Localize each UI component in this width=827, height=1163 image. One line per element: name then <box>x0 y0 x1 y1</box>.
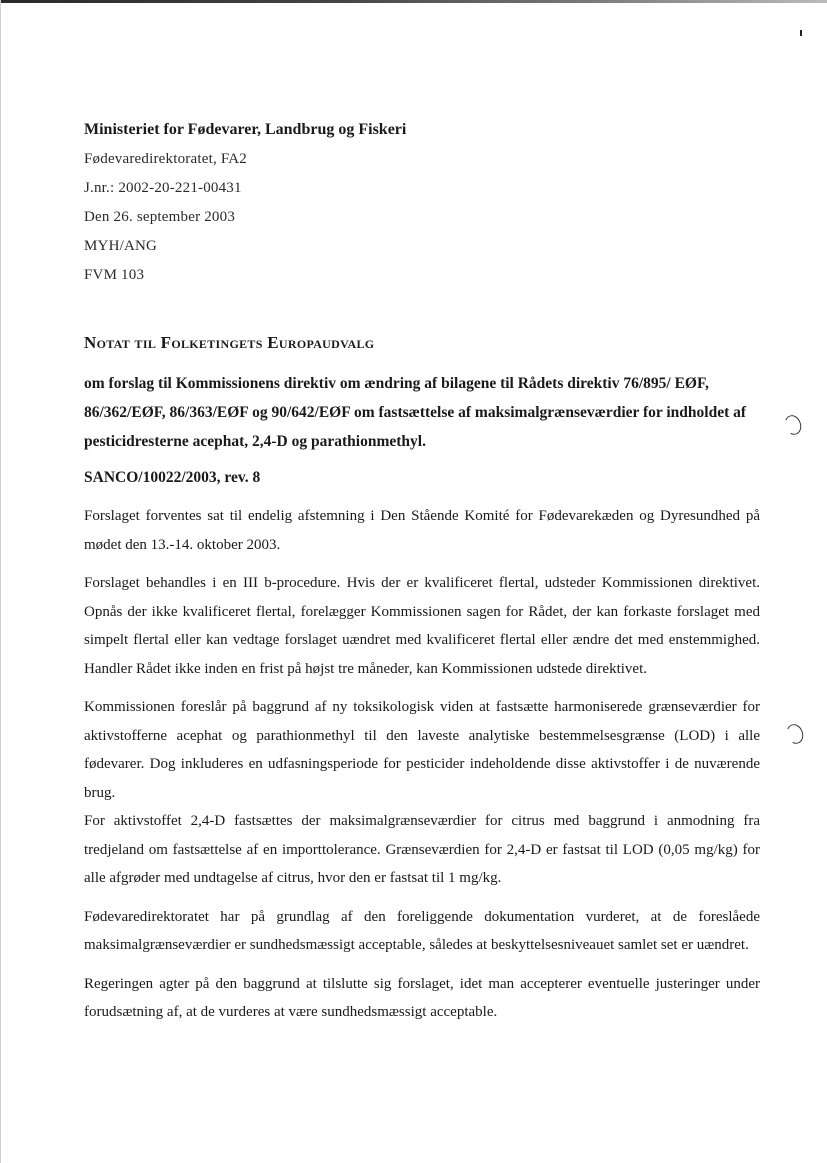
paragraph-vote-timing: Forslaget forventes sat til endelig afstemning i Den Stående Komité for Fødevarekæden og Dyresundhed på mødet den 13.-14. oktober 2003. <box>84 508 760 553</box>
paragraph-government-position: Regeringen agter på den baggrund at tilslutte sig forslaget, idet man accepterer eventuelle justeringer under forudsætning af, at de vurderes at være sundhedsmæssigt acceptable. <box>84 975 760 1020</box>
directorate: Fødevaredirektoratet, FA2 <box>84 151 248 167</box>
notat-subject: om forslag til Kommissionens direktiv om ændring af bilagene til Rådets direktiv 76/895/ EØF, 86/362/EØF, 86/363/EØF og 90/642/EØF om fastsættelse af maksimalgrænseværdier for indholdet af pesticidresterne acephat, 2,4-D og parathionmethyl. <box>84 375 747 450</box>
paragraph-24d-limits: For aktivstoffet 2,4-D fastsættes der maksimalgrænseværdier for citrus med baggrund i anmodning fra tredjeland om fastsættelse af en importtolerance. Grænseværdien for 2,4-D er fastsat til LOD (0,05 mg/kg) for alle afgrøder med undtagelse af citrus, hvor den er fastsat til 1 mg/kg. <box>84 813 760 886</box>
sanco-reference: SANCO/10022/2003, rev. 8 <box>84 469 261 486</box>
scan-speck <box>800 30 802 36</box>
paragraph-commission-proposal: Kommissionen foreslår på baggrund af ny toksikologisk viden at fastsætte harmoniserede grænseværdier for aktivstofferne acephat og parathionmethyl til den laveste analytiske bestemmelsesgrænse (LOD) i alle fødevarer. Dog inkluderes en udfasningsperiode for pesticider indeholdende disse aktivstoffer i de nuværende brug. <box>84 699 760 801</box>
scan-edge-left <box>0 0 1 1163</box>
punch-hole-mark-lower <box>784 722 806 746</box>
notat-title: Notat til Folketingets Europaudvalg <box>84 333 375 352</box>
notat-body <box>84 502 760 1037</box>
scan-edge-top <box>0 0 827 3</box>
paragraph-procedure: Forslaget behandles i en III b-procedure. Hvis der er kvalificeret flertal, udsteder Kommissionen direktivet. Opnås der ikke kvalificeret flertal, forelægger Kommissionen sagen for Rådet, der kan forkaste forslaget med simpelt flertal eller kan vedtage forslaget uændret med kvalificeret flertal eller ændre det med enstemmighed. Handler Rådet ikke inden en frist på højst tre måneder, kan Kommissionen udstede direktivet. <box>84 575 760 677</box>
journal-number: J.nr.: 2002-20-221-00431 <box>84 180 242 196</box>
author-initials: MYH/ANG <box>84 238 158 254</box>
ministry-name: Ministeriet for Fødevarer, Landbrug og Fiskeri <box>84 121 407 138</box>
paragraph-directorate-assessment: Fødevaredirektoratet har på grundlag af den foreliggende dokumentation vurderet, at de foreslåede maksimalgrænseværdier er sundhedsmæssigt acceptable, således at beskyttelsesniveauet samlet set er uændret. <box>84 908 760 953</box>
reference-code: FVM 103 <box>84 267 145 283</box>
punch-hole-mark-upper <box>782 413 804 437</box>
document-date: Den 26. september 2003 <box>84 209 236 225</box>
letterhead <box>84 120 744 294</box>
